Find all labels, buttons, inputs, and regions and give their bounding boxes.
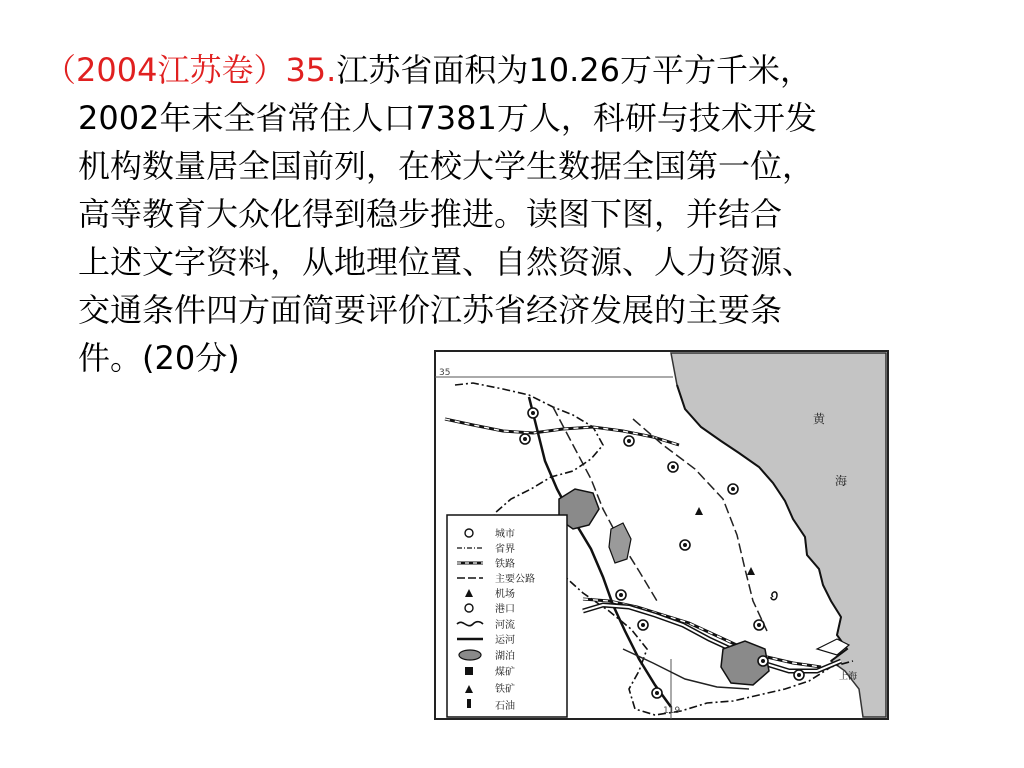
jiangsu-map-svg (433, 349, 890, 721)
legend-label: 煤矿 (495, 667, 515, 678)
legend-label: 城市 (495, 529, 515, 540)
question-line-7: 件。(20分) (78, 339, 240, 377)
legend-label: 主要公路 (495, 574, 535, 585)
legend-label: 运河 (495, 635, 515, 646)
longitude-label: 119 (663, 706, 681, 716)
question-text (44, 46, 1019, 382)
legend-coal-icon (465, 667, 473, 675)
question-line-6: 交通条件四方面简要评价江苏省经济发展的主要条 (78, 291, 783, 329)
legend-label: 铁矿 (495, 684, 515, 695)
question-line-4: 高等教育大众化得到稳步推进。读图下图，并结合 (78, 195, 783, 233)
city-label-shanghai: 上海 (839, 672, 858, 682)
question-line-1 (44, 46, 1019, 94)
question-first-line: 江苏省面积为10.26万平方千米， (336, 51, 812, 89)
legend-label: 省界 (495, 544, 515, 555)
map-legend (447, 515, 567, 717)
legend-label: 铁路 (495, 559, 515, 570)
legend-label: 湖泊 (495, 651, 515, 662)
question-line-5: 上述文字资料，从地理位置、自然资源、人力资源、 (78, 243, 815, 281)
question-line-3: 机构数量居全国前列，在校大学生数据全国第一位， (78, 147, 815, 185)
sea-label-hai: 海 (835, 474, 848, 488)
latitude-label: 35 (439, 368, 451, 378)
legend-port-icon (465, 604, 473, 612)
legend-oil-icon (467, 699, 471, 708)
sea-label-huang: 黄 (813, 412, 826, 426)
legend-lake-icon (459, 650, 481, 660)
legend-label: 港口 (495, 604, 515, 615)
legend-label: 石油 (495, 701, 515, 712)
legend-label: 机场 (495, 589, 515, 600)
question-source-tag: （2004江苏卷）35. (44, 51, 337, 89)
jiangsu-map (433, 349, 890, 721)
legend-city-icon (465, 529, 473, 537)
legend-label: 河流 (495, 620, 515, 631)
question-line-2: 2002年末全省常住人口7381万人，科研与技术开发 (78, 99, 817, 137)
